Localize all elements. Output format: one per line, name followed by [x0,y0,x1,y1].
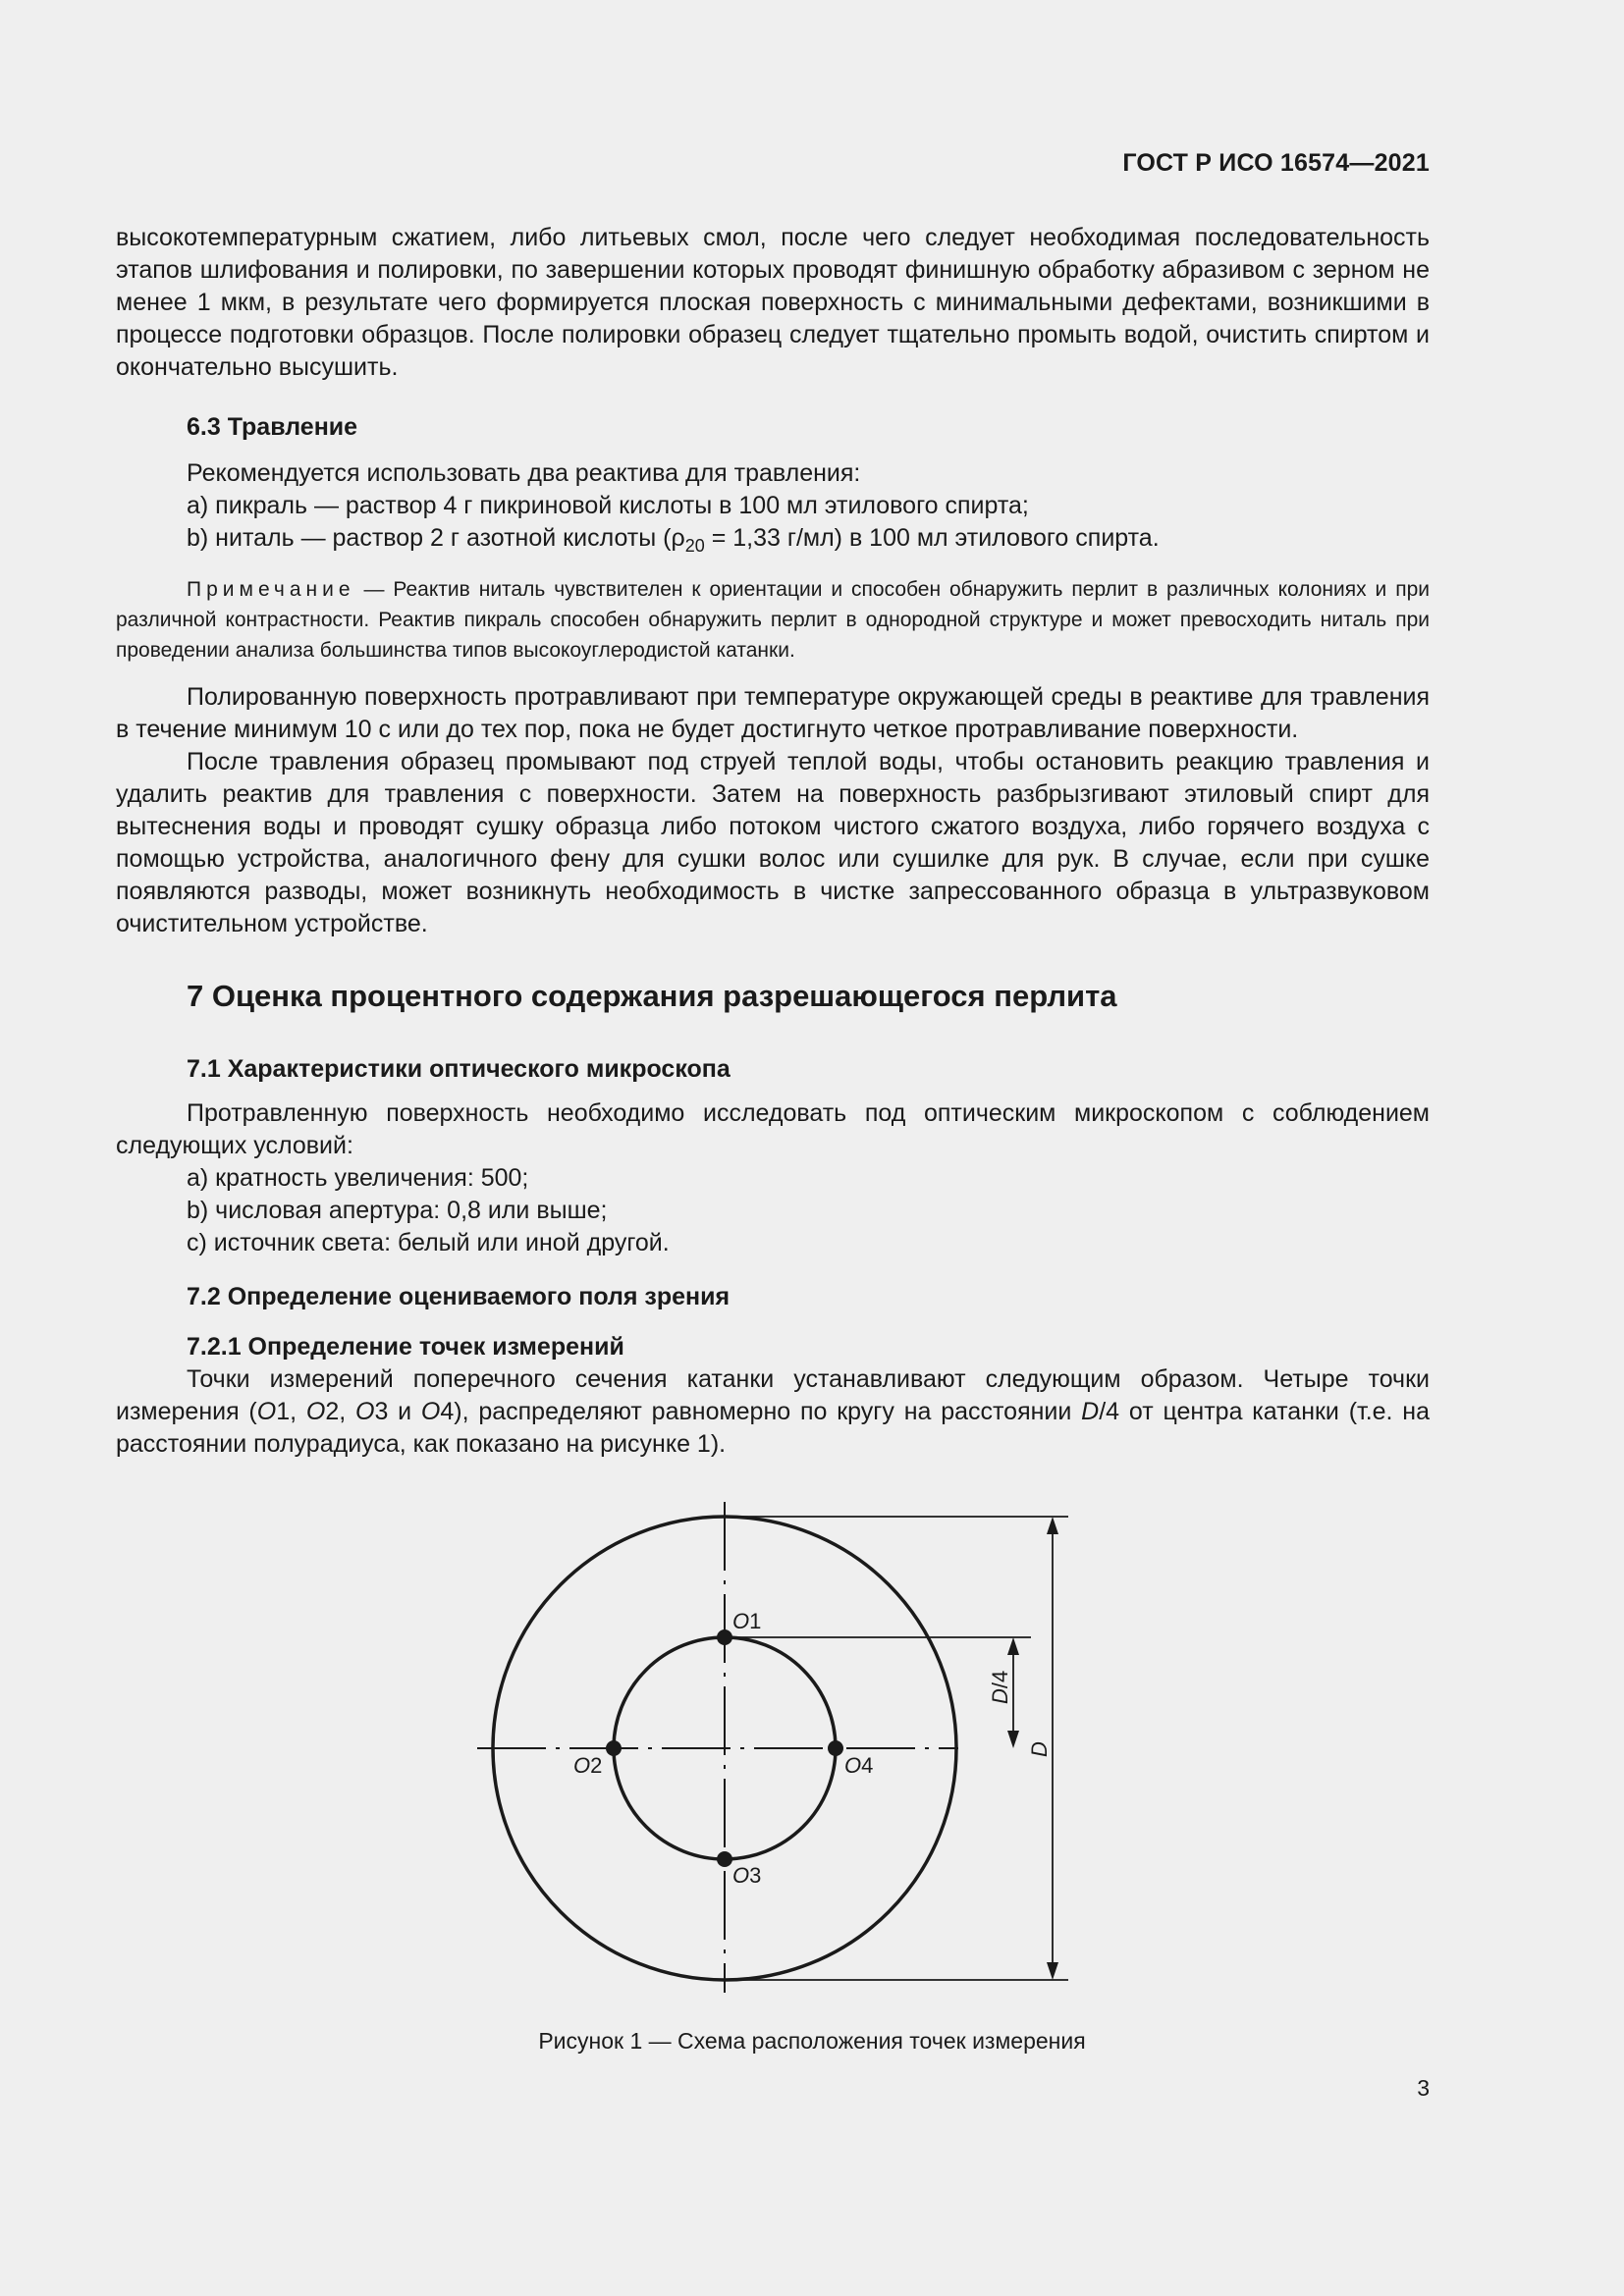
section-7-2-heading: 7.2 Определение оцениваемого поля зрения [187,1283,731,1310]
microscope-item-a: a) кратность увеличения: 500; [187,1164,529,1192]
document-body [116,222,1430,1461]
etching-paragraph-2: После травления образец промывают под струей теплой воды, чтобы остановить реакцию травления и удалить реактив для травления с поверхности. Затем на поверхность разбрызгивают этиловый спирт для вытеснения воды и проводят сушку образца либо потоком чистого сжатого воздуха, либо горячего воздуха с помощью устройства, аналогичного фену для сушки волос или сушилке для рук. В случае, если при сушке появляются разводы, может возникнуть необходимость в чистке запрессованного образца в ультразвуковом очистительном устройстве. [116,748,1430,937]
section-7-1-heading: 7.1 Характеристики оптического микроскопа [187,1055,731,1083]
label-o3: O3 [732,1863,762,1888]
microscope-item-b: b) числовая апертура: 0,8 или выше; [187,1197,608,1224]
measurement-points-paragraph: Точки измерений поперечного сечения катанки устанавливают следующим образом. Четыре точки измерения (O1, O2, O3 и O4), распределяют равномерно по кругу на расстоянии D/4 от центра катанки (т.е. на расстоянии полурадиуса, как показано на рисунке 1). [116,1365,1431,1458]
etching-paragraph-1: Полированную поверхность протравливают при температуре окружающей среды в реактиве для травления в течение минимум 10 с или до тех пор, пока не будет достигнуто четкое протравливание поверхности. [116,683,1430,743]
arrow-d-quarter-top [1007,1637,1019,1655]
etching-item-a: a) пикраль — раствор 4 г пикриновой кислоты в 100 мл этилового спирта; [187,492,1029,519]
section-7-heading: 7 Оценка процентного содержания разрешающегося перлита [187,979,1117,1013]
label-d: D [1027,1741,1052,1757]
etching-lead: Рекомендуется использовать два реактива для травления: [187,459,861,487]
point-o3 [717,1851,732,1867]
arrow-d-quarter-bottom [1007,1731,1019,1748]
point-o4 [828,1740,843,1756]
microscope-item-c: c) источник света: белый или иной другой. [187,1229,670,1256]
label-d-quarter: D/4 [988,1670,1012,1704]
arrow-d-top [1047,1517,1058,1534]
intro-paragraph: высокотемпературным сжатием, либо литьевых смол, после чего следует необходимая последовательность этапов шлифования и полировки, по завершении которых проводят финишную обработку абразивом с зерном не менее 1 мкм, в результате чего формируется плоская поверхность с минимальными дефектами, возникшими в процессе подготовки образцов. После полировки образец следует тщательно промыть водой, очистить спиртом и окончательно высушить. [116,224,1430,381]
label-o4: O4 [844,1753,874,1778]
point-o2 [606,1740,622,1756]
microscope-lead: Протравленную поверхность необходимо исследовать под оптическим микроскопом с соблюдением следующих условий: [116,1099,1430,1159]
figure-caption: Рисунок 1 — Схема расположения точек измерения [538,2028,1086,2054]
document-code: ГОСТ Р ИСО 16574—2021 [1122,149,1430,177]
arrow-d-bottom [1047,1962,1058,1980]
label-o2: O2 [573,1753,603,1778]
etching-item-b: b) ниталь — раствор 2 г азотной кислоты ($\rho_{20} = 1,33$ г/мл) в 100 мл этилового спирта. [187,524,1160,556]
point-o1 [717,1629,732,1645]
page-number: 3 [1417,2075,1430,2101]
measurement-points-figure [0,1492,1624,2002]
section-7-2-1-heading: 7.2.1 Определение точек измерений [187,1333,624,1361]
etching-note: Примечание — Реактив ниталь чувствителен к ориентации и способен обнаружить перлит в различных колониях и при различной контрастности. Реактив пикраль способен обнаружить перлит в однородной структуре и может превосходить ниталь при проведении анализа большинства типов высокоуглеродистой катанки. [116,578,1430,662]
section-6-3-heading: 6.3 Травление [187,413,358,441]
label-o1: O1 [732,1609,762,1633]
